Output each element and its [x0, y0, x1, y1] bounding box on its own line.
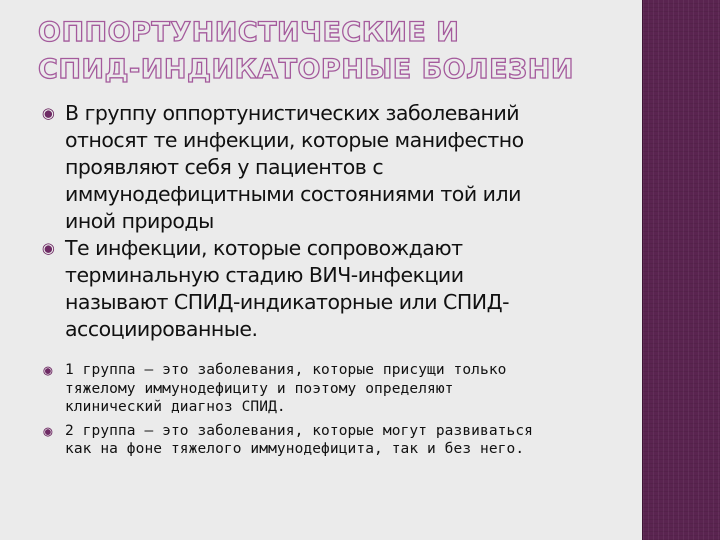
circled-bullet-icon: ◉: [43, 361, 53, 379]
bullet-line: тяжелому иммунодефициту и поэтому определяют: [65, 380, 454, 397]
circled-bullet-icon: ◉: [41, 104, 55, 122]
circled-bullet-icon: ◉: [43, 421, 53, 440]
bullet-line: 1 группа – это заболевания, которые присущи только: [65, 362, 507, 378]
bullet-item-1: [40, 100, 636, 235]
bullet-line: иммунодефицитными состояниями той или: [65, 182, 521, 206]
bullet-line: иной природы: [65, 209, 214, 233]
bullet-line: проявляют себя у пациентов с: [65, 155, 384, 179]
bullet-item-2: [40, 235, 636, 343]
spacer: [40, 343, 636, 361]
bullet-line: называют СПИД-индикаторные или СПИД-: [65, 290, 510, 314]
slide-body: [40, 100, 636, 459]
bullet-item-4: [40, 422, 636, 459]
slide-title: [38, 14, 628, 88]
bullet-line: клинический диагноз СПИД.: [65, 399, 286, 415]
bullet-line: 2 группа – это заболевания, которые могут развиваться: [65, 422, 533, 439]
bullet-line: терминальную стадию ВИЧ-инфекции: [65, 263, 464, 287]
bullet-line: В группу оппортунистических заболеваний: [65, 101, 520, 125]
title-line-1: ОППОРТУНИСТИЧЕСКИЕ И: [38, 17, 460, 48]
title-line-2: СПИД-ИНДИКАТОРНЫЕ БОЛЕЗНИ: [38, 54, 574, 85]
bullet-line: как на фоне тяжелого иммунодефицита, так и без него.: [65, 441, 525, 457]
decorative-side-panel: [642, 0, 720, 540]
bullet-line: Те инфекции, которые сопровождают: [65, 236, 463, 260]
bullet-line: относят те инфекции, которые манифестно: [65, 128, 524, 152]
circled-bullet-icon: ◉: [41, 239, 55, 257]
bullet-line: ассоциированные.: [65, 317, 258, 341]
bullet-item-3: [40, 361, 636, 417]
